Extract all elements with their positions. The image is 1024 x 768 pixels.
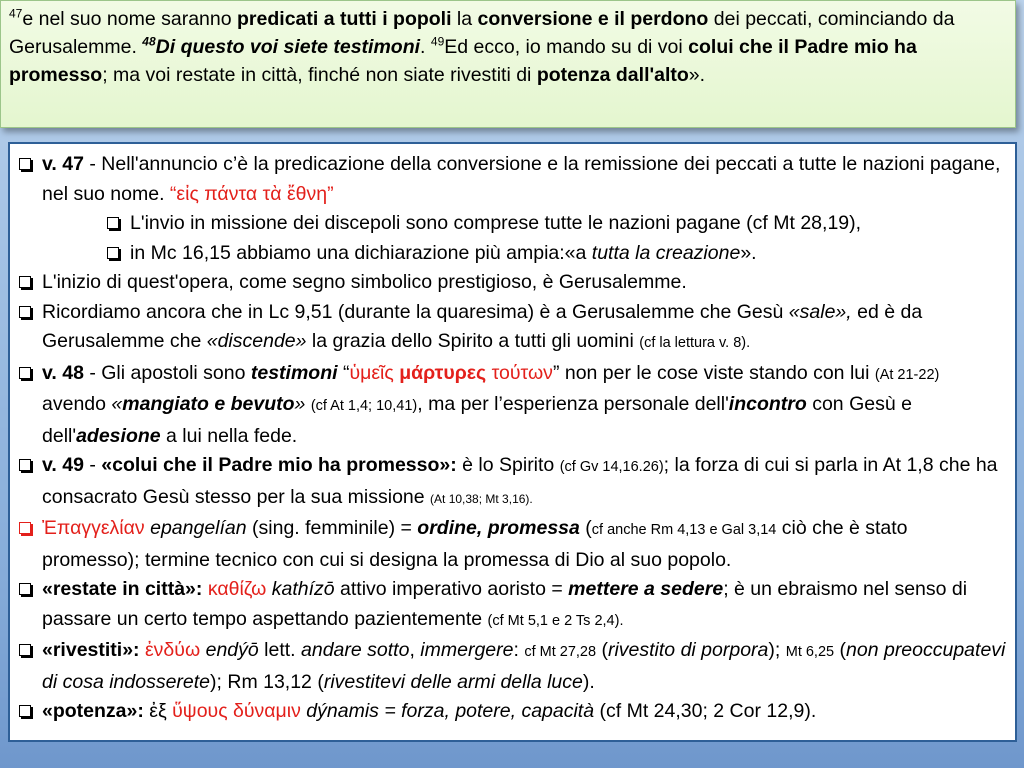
text: avendo (42, 393, 112, 415)
list-item (18, 150, 1007, 209)
text: ). (582, 670, 595, 693)
checkbox-bullet-icon (19, 367, 31, 379)
greek-text: ἐνδύω (144, 639, 201, 661)
italic-text: andare sotto (301, 639, 410, 661)
reference-text: (cf Gv 14,16.26) (559, 459, 664, 475)
text: ( (596, 639, 608, 661)
greek-text: τούτων (486, 361, 553, 384)
commentary-box (8, 142, 1017, 742)
text: Ricordiamo ancora che in Lc 9,51 (durante la quaresima) è a Gerusalemme che Gesù (42, 300, 789, 323)
reference-text: Mt 6,25 (785, 644, 835, 660)
text: L'invio in missione dei discepoli sono comprese tutte le nazioni pagane (cf Mt 28,19), (130, 212, 862, 234)
italic-text: « (111, 393, 123, 415)
bold-text: «rivestiti»: (42, 639, 140, 661)
text: ciò che è stato promesso); termine tecnico con cui si designa la promessa di Dio al suo popolo. (42, 517, 908, 571)
checkbox-bullet-icon (107, 217, 119, 229)
italic-text: epangelían (150, 517, 247, 539)
bold-text: v. 49 (42, 454, 84, 476)
text: e nel suo nome saranno (22, 8, 238, 30)
greek-text: ὕψους δύναμιν (172, 700, 301, 722)
text: , (409, 639, 421, 661)
text: - Nell'annuncio c’è la predicazione della conversione e la remissione dei peccati a tutte le nazioni pagane, nel suo nome. (42, 153, 1001, 205)
bold-text: predicati a tutti i popoli (237, 8, 452, 30)
text: : (513, 639, 525, 661)
checkbox-bullet-icon (19, 644, 31, 656)
reference-text: (cf Mt 5,1 e 2 Ts 2,4). (487, 612, 624, 629)
checkbox-bullet-icon (19, 705, 31, 717)
text: - (83, 454, 102, 476)
text: attivo imperativo aoristo = (334, 578, 569, 600)
text: ); Rm 13,12 ( (210, 670, 324, 693)
list-item (18, 514, 1007, 575)
quote-box (0, 0, 1016, 128)
text: - Gli apostoli sono (83, 361, 251, 384)
italic-text: rivestitevi delle armi della luce (323, 670, 583, 693)
text: a lui nella fede. (160, 424, 298, 447)
greek-text: καθίζω (207, 578, 267, 600)
bold-text: v. 48 (42, 361, 84, 384)
checkbox-bullet-icon (107, 247, 119, 259)
text: dei peccati, cominciando da Gerusalemme. (9, 8, 955, 58)
list-item (18, 359, 1007, 452)
text: la grazia dello Spirito a tutti gli uomini (306, 330, 640, 352)
italic-text: kathízō (271, 578, 335, 600)
reference-text: (cf At 1,4; 10,41) (310, 398, 418, 414)
italic-text: immergere (420, 639, 514, 661)
list-item (18, 451, 1007, 514)
bold-italic-text: testimoni (250, 361, 338, 384)
bold-italic-text: ordine, promessa (417, 517, 580, 539)
italic-text: rivestito di porpora (607, 639, 769, 661)
text: ἐξ (143, 700, 173, 722)
bold-italic-text: incontro (728, 393, 807, 415)
list-item (18, 268, 1007, 298)
text: “ (337, 361, 350, 384)
italic-text: «sale», (788, 300, 852, 323)
checkbox-bullet-icon (19, 306, 31, 318)
bold-text: «potenza»: (42, 700, 144, 722)
text: ( (834, 639, 847, 661)
greek-text: ὑμεῖς (349, 361, 400, 384)
text: (cf Mt 24,30; 2 Cor 12,9). (594, 700, 817, 722)
italic-text: tutta la creazione (591, 241, 741, 264)
list-item (18, 575, 1007, 636)
bold-text: colui che il Padre mio ha promesso (9, 36, 917, 86)
bold-italic-text: mangiato e bevuto (122, 393, 295, 415)
verse-number: 47 (9, 6, 23, 21)
list-item (106, 209, 1007, 239)
text: con Gesù e dell' (42, 393, 912, 447)
checkbox-bullet-icon (19, 459, 31, 471)
text: . (420, 36, 431, 58)
text: ». (740, 241, 757, 264)
list-item (106, 239, 1007, 269)
list-item (18, 298, 1007, 359)
reference-text: cf anche Rm 4,13 e Gal 3,14 (591, 522, 777, 538)
text: è lo Spirito (456, 454, 560, 476)
text: (sing. femminile) = (246, 517, 418, 539)
checkbox-bullet-icon (19, 158, 31, 170)
bold-text: conversione e il perdono (477, 8, 709, 30)
bold-text: potenza dall'alto (536, 64, 689, 86)
checkbox-bullet-icon (19, 276, 31, 288)
italic-text: dýnamis = forza, potere, capacità (306, 700, 595, 722)
text: L'inizio di quest'opera, come segno simbolico prestigioso, è Gerusalemme. (42, 271, 687, 293)
text: ; ma voi restate in città, finché non siate rivestiti di (102, 64, 537, 86)
text: la (451, 8, 478, 30)
italic-text: » (294, 393, 306, 415)
bold-italic-text: adesione (76, 424, 161, 447)
italic-text: non preoccupatevi di cosa indosserete (42, 639, 1006, 693)
text: ); (768, 639, 786, 661)
bold-italic-text: Di questo voi siete testimoni (155, 36, 421, 58)
greek-text: Ἐπαγγελίαν (42, 517, 145, 539)
text: in Mc 16,15 abbiamo una dichiarazione più ampia:«a (130, 241, 592, 264)
text: ; la forza di cui si parla in At 1,8 che ha consacrato Gesù stesso per la sua missione (42, 454, 998, 508)
italic-text: endýō (205, 639, 259, 661)
text: ( (579, 517, 592, 539)
text: ». (688, 64, 706, 86)
reference-text: cf Mt 27,28 (524, 644, 597, 660)
reference-text: (At 21-22) (874, 366, 940, 383)
text: lett. (258, 639, 302, 661)
reference-text: (At 10,38; Mt 3,16). (430, 491, 533, 506)
bold-text: «restate in città»: (42, 578, 203, 600)
text: ” non per le cose viste stando con lui (552, 361, 875, 384)
text: , ma per l’esperienza personale dell' (417, 393, 729, 415)
verse-number: 49 (430, 34, 445, 49)
italic-text: «discende» (206, 330, 307, 352)
checkbox-bullet-icon (19, 522, 31, 534)
text: Ed ecco, io mando su di voi (444, 36, 689, 58)
greek-bold-text: μάρτυρες (399, 361, 487, 384)
verse-number: 48 (142, 34, 156, 49)
greek-text: “εἰς πάντα τὰ ἔθνη” (169, 182, 334, 205)
bold-italic-text: mettere a sedere (568, 578, 724, 600)
reference-text: (cf la lettura v. 8). (639, 335, 751, 351)
list-item (18, 697, 1007, 727)
list-item (18, 636, 1007, 697)
text: ed è da Gerusalemme che (42, 300, 923, 352)
bold-text: «colui che il Padre mio ha promesso»: (101, 454, 457, 476)
text: ; è un ebraismo nel senso di passare un certo tempo aspettando pazientemente (42, 578, 968, 630)
checkbox-bullet-icon (19, 583, 31, 595)
bold-text: v. 47 (42, 153, 84, 175)
